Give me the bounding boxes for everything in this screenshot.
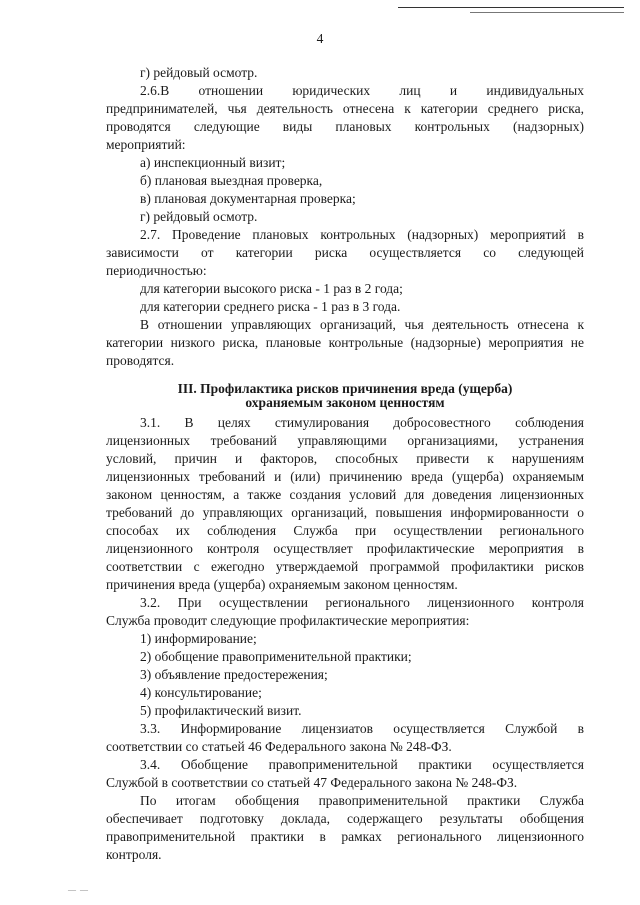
paragraph-line: правоприменительной практики в рамках регионального лицензионного [106,829,584,844]
list-item: в) плановая документарная проверка; [140,191,356,206]
list-item: а) инспекционный визит; [140,155,286,170]
paragraph-line: 3.2. При осуществлении регионального лицензионного контроля [140,595,584,610]
paragraph-line: контроля. [106,847,162,862]
list-item: г) рейдовый осмотр. [140,65,258,80]
top-rule-secondary [470,12,624,13]
paragraph-line: лицензионного контроля осуществляет профилактические мероприятия в [106,541,584,556]
paragraph-line: периодичностью: [106,263,207,278]
paragraph-line: способах их соблюдения Служба при осуществлении регионального [106,523,584,538]
paragraph-line: Службой в соответствии со статьей 47 Федерального закона № 248-ФЗ. [106,775,518,790]
paragraph-line: лицензионных требований и (или) причинению вреда (ущерба) охраняемым [106,469,584,484]
paragraph-line: лицензионных требований управляющими организациями, устранения [106,433,584,448]
paragraph-line: 2.6.В отношении юридических лиц и индивидуальных [140,83,584,98]
paragraph-line: 3.1. В целях стимулирования добросовестного соблюдения [140,415,584,430]
list-item: 5) профилактический визит. [140,703,302,718]
paragraph-line: 2.7. Проведение плановых контрольных (надзорных) мероприятий в [140,227,584,242]
paragraph-line: законом ценностям, а также создания условий для доведения лицензионных [106,487,584,502]
paragraph-line: Служба проводит следующие профилактические мероприятия: [106,613,470,628]
paragraph-line: предпринимателей, чья деятельность отнесена к категории среднего риска, [106,101,584,116]
paragraph-line: причинения вреда (ущерба) охраняемым законом ценностям. [106,577,458,592]
list-item: для категории высокого риска - 1 раз в 2 года; [140,281,403,296]
paragraph-line: проводятся. [106,353,175,368]
list-item: 4) консультирование; [140,685,262,700]
paragraph-line: соответствии со статьей 46 Федерального закона № 248-ФЗ. [106,739,452,754]
list-item: 1) информирование; [140,631,257,646]
footer-mark: — — [68,885,89,894]
list-item: г) рейдовый осмотр. [140,209,258,224]
top-rule [398,7,624,8]
paragraph-line: проводятся следующие виды плановых контрольных (надзорных) [106,119,584,134]
section-heading [106,382,584,410]
paragraph-line: По итогам обобщения правоприменительной практики Служба [140,793,584,808]
paragraph-line: 3.4. Обобщение правоприменительной практики осуществляется [140,757,584,772]
paragraph-line: В отношении управляющих организаций, чья деятельность отнесена к [140,317,584,332]
paragraph-line: требований до управляющих организаций, повышения информированности о [106,505,584,520]
paragraph-line: категории низкого риска, плановые контрольные (надзорные) мероприятия не [106,335,584,350]
paragraph-line: мероприятий: [106,137,186,152]
paragraph-line: обеспечивает подготовку доклада, содержащего результаты обобщения [106,811,584,826]
section-heading-line: охраняемым законом ценностям [245,395,445,410]
list-item: 3) объявление предостережения; [140,667,328,682]
paragraph-line: зависимости от категории риска осуществляется со следующей [106,245,584,260]
paragraph-line: условий, причин и факторов, способных привести к нарушениям [106,451,584,466]
section-heading-line: III. Профилактика рисков причинения вреда (ущерба) [177,381,513,396]
list-item: 2) обобщение правоприменительной практики; [140,649,412,664]
list-item: б) плановая выездная проверка, [140,173,323,188]
paragraph-line: соответствии с ежегодно утверждаемой программой профилактики рисков [106,559,584,574]
page-number: 4 [316,31,324,46]
document-body [106,64,584,864]
paragraph-line: 3.3. Информирование лицензиатов осуществляется Службой в [140,721,584,736]
list-item: для категории среднего риска - 1 раз в 3 года. [140,299,401,314]
